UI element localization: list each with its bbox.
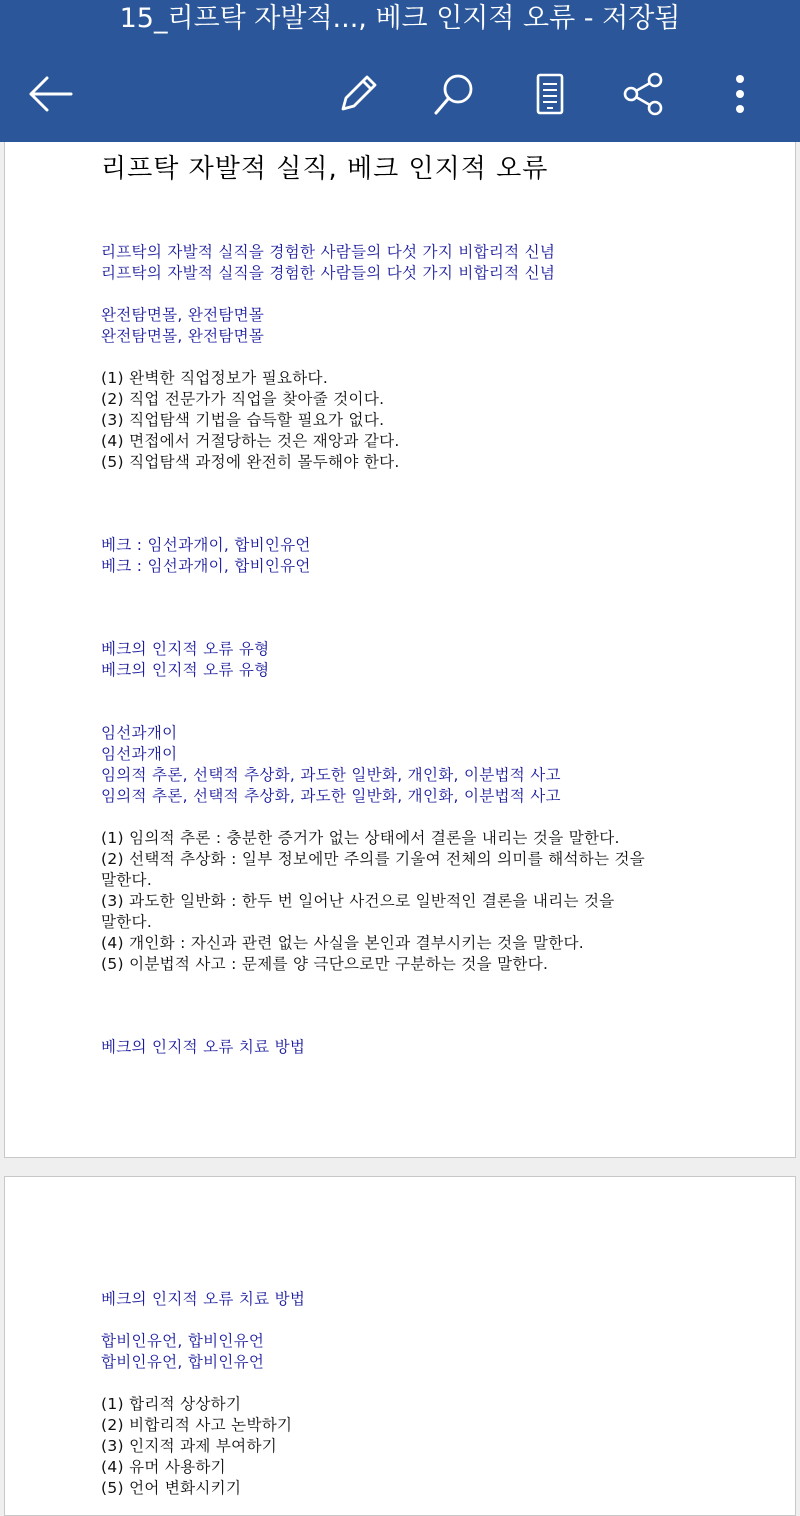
document-line: 베크 : 임선과개이, 합비인유언 [101,536,311,554]
document-line: 임선과개이 [101,724,178,742]
document-line: 임의적 추론, 선택적 추상화, 과도한 일반화, 개인화, 이분법적 사고 [101,766,561,784]
document-line: (3) 인지적 과제 부여하기 [101,1437,277,1455]
document-line: 임선과개이 [101,745,178,763]
document-line: 베크 : 임선과개이, 합비인유언 [101,557,311,575]
document-line: 베크의 인지적 오류 유형 [101,661,270,679]
document-line: (5) 이분법적 사고 : 문제를 양 극단으로만 구분하는 것을 말한다. [101,955,549,973]
document-line: (4) 면접에서 거절당하는 것은 재앙과 같다. [101,432,400,450]
document-line: 완전탐면몰, 완전탐면몰 [101,327,265,345]
search-icon [431,71,477,117]
document-line: (1) 완벽한 직업정보가 필요하다. [101,369,329,387]
document-line: 합비인유언, 합비인유언 [101,1332,265,1350]
document-line: (4) 개인화 : 자신과 관련 없는 사실을 본인과 결부시키는 것을 말한다. [101,934,584,952]
page-title: 리프탁 자발적 실직, 베크 인지적 오류 [101,154,549,184]
document-line: 베크의 인지적 오류 치료 방법 [101,1290,306,1308]
document-line: 완전탐면몰, 완전탐면몰 [101,306,265,324]
document-line: (2) 직업 전문가가 직업을 찾아줄 것이다. [101,390,385,408]
share-icon [621,71,667,117]
app-bar [0,0,800,142]
document-line: 베크의 인지적 오류 유형 [101,640,270,658]
more-options-button[interactable] [716,70,764,118]
back-arrow-icon [27,74,73,114]
more-vertical-icon [717,71,763,117]
document-line: 리프탁의 자발적 실직을 경험한 사람들의 다섯 가지 비합리적 신념 [101,243,556,261]
document-line: (2) 비합리적 사고 논박하기 [101,1416,293,1434]
document-line: (2) 선택적 추상화 : 일부 정보에만 주의를 기울여 전체의 의미를 해석하는 것을 [101,850,646,868]
document-line: (4) 유머 사용하기 [101,1458,226,1476]
share-button[interactable] [620,70,668,118]
document-line: (1) 임의적 추론 : 충분한 증거가 없는 상태에서 결론을 내리는 것을 말한다. [101,829,620,847]
reading-mode-button[interactable] [526,70,574,118]
document-line: 임의적 추론, 선택적 추상화, 과도한 일반화, 개인화, 이분법적 사고 [101,787,561,805]
pencil-icon [335,71,381,117]
document-line: (3) 직업탐색 기법을 습득할 필요가 없다. [101,411,385,429]
reading-mode-icon [527,71,573,117]
document-line: (3) 과도한 일반화 : 한두 번 일어난 사건으로 일반적인 결론을 내리는 것을 [101,892,615,910]
document-title: 15_리프탁 자발적..., 베크 인지적 오류 - 저장됨 [119,3,681,34]
search-button[interactable] [430,70,478,118]
document-line: 말한다. [101,871,153,889]
document-page-2[interactable] [4,1176,796,1516]
document-line: 리프탁의 자발적 실직을 경험한 사람들의 다섯 가지 비합리적 신념 [101,264,556,282]
back-button[interactable] [26,70,74,118]
edit-button[interactable] [334,70,382,118]
document-page-1[interactable] [4,142,796,1158]
document-line: 베크의 인지적 오류 치료 방법 [101,1038,306,1056]
document-line: (5) 직업탐색 과정에 완전히 몰두해야 한다. [101,453,400,471]
document-line: (1) 합리적 상상하기 [101,1395,242,1413]
document-line: (5) 언어 변화시키기 [101,1479,242,1497]
document-line: 합비인유언, 합비인유언 [101,1353,265,1371]
document-line: 말한다. [101,913,153,931]
